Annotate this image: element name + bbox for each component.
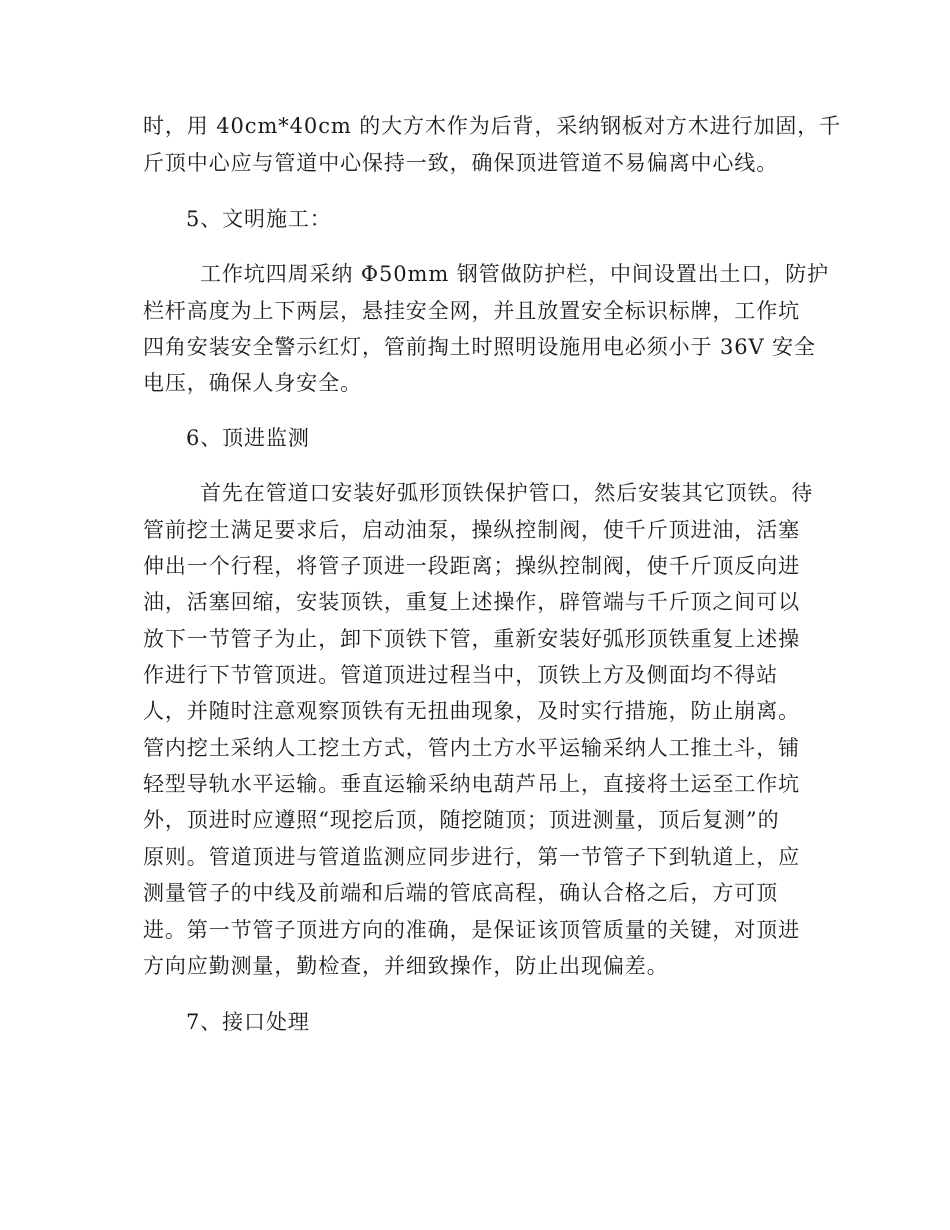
text-line: 人，并随时注意观察顶铁有无扭曲现象，及时实行措施，防止崩离。 <box>143 699 800 723</box>
text-line: 外，顶进时应遵照“现挖后顶，随挖随顶；顶进测量，顶后复测”的 <box>143 808 780 832</box>
text-line: 栏杆高度为上下两层，悬挂安全网，并且放置安全标识标牌，工作坑 <box>143 299 800 323</box>
section-heading: 5、文明施工： <box>186 207 332 231</box>
text-line: 时，用 40cm*40cm 的大方木作为后背，采纳钢板对方木进行加固，千 <box>143 114 842 138</box>
text-line: 电压，确保人身安全。 <box>143 371 362 395</box>
text-line: 四角安装安全警示红灯，管前掏土时照明设施用电必须小于 36V 安全 <box>143 335 816 359</box>
text-line: 油，活塞回缩，安装顶铁，重复上述操作，辟管端与千斤顶之间可以 <box>143 590 800 614</box>
text-line: 原则。管道顶进与管道监测应同步进行，第一节管子下到轨道上，应 <box>143 845 800 869</box>
text-line: 首先在管道口安装好弧形顶铁保护管口，然后安装其它顶铁。待 <box>200 481 814 505</box>
text-line: 进。第一节管子顶进方向的准确，是保证该顶管质量的关键，对顶进 <box>143 918 800 942</box>
text-line: 工作坑四周采纳 Φ50mm 钢管做防护栏，中间设置出土口，防护 <box>200 262 830 286</box>
text-line: 管前挖土满足要求后，启动油泵，操纵控制阀，使千斤顶进油，活塞 <box>143 518 800 542</box>
text-line: 方向应勤测量，勤检查，并细致操作，防止出现偏差。 <box>143 954 669 978</box>
section-heading: 6、顶进监测 <box>186 426 310 450</box>
text-line: 斤顶中心应与管道中心保持一致，确保顶进管道不易偏离中心线。 <box>143 151 779 175</box>
text-line: 伸出一个行程，将管子顶进一段距离；操纵控制阀，使千斤顶反向进 <box>143 554 800 578</box>
section-heading: 7、接口处理 <box>186 1010 310 1034</box>
text-line: 放下一节管子为止，卸下顶铁下管，重新安装好弧形顶铁重复上述操 <box>143 627 800 651</box>
text-line: 测量管子的中线及前端和后端的管底高程，确认合格之后，方可顶 <box>143 881 779 905</box>
text-line: 作进行下节管顶进。管道顶进过程当中，顶铁上方及侧面均不得站 <box>143 663 779 687</box>
text-line: 轻型导轨水平运输。垂直运输采纳电葫芦吊上，直接将土运至工作坑 <box>143 772 800 796</box>
text-line: 管内挖土采纳人工挖土方式，管内土方水平运输采纳人工推土斗，铺 <box>143 736 800 760</box>
